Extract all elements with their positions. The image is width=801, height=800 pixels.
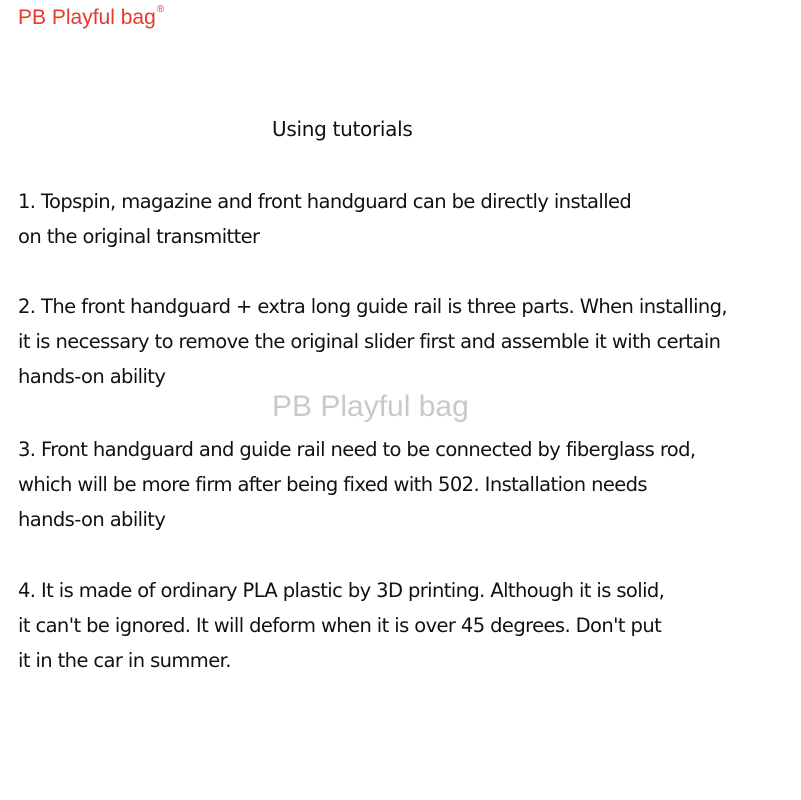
registered-mark: ® bbox=[156, 4, 165, 15]
paragraph-line: hands-on ability bbox=[18, 508, 166, 531]
instruction-paragraph-2 bbox=[18, 289, 798, 394]
paragraph-line: hands-on ability bbox=[18, 365, 166, 388]
paragraph-line: 1. Topspin, magazine and front handguard can be directly installed bbox=[18, 190, 632, 213]
paragraph-line: it can't be ignored. It will deform when it is over 45 degrees. Don't put bbox=[18, 614, 662, 637]
paragraph-line: it is necessary to remove the original slider first and assemble it with certain bbox=[18, 330, 721, 353]
paragraph-line: 3. Front handguard and guide rail need to be connected by fiberglass rod, bbox=[18, 438, 696, 461]
instruction-paragraph-4 bbox=[18, 573, 798, 678]
paragraph-line: it in the car in summer. bbox=[18, 649, 231, 672]
brand-logo-text: PB Playful bag bbox=[18, 6, 156, 29]
paragraph-line: on the original transmitter bbox=[18, 225, 260, 248]
instruction-paragraph-3 bbox=[18, 432, 798, 537]
paragraph-line: 2. The front handguard + extra long guide rail is three parts. When installing, bbox=[18, 295, 728, 318]
paragraph-line: which will be more firm after being fixed with 502. Installation needs bbox=[18, 473, 647, 496]
page-title: Using tutorials bbox=[272, 117, 413, 141]
watermark: PB Playful bag bbox=[272, 390, 469, 423]
instruction-paragraph-1 bbox=[18, 184, 798, 254]
paragraph-line: 4. It is made of ordinary PLA plastic by 3D printing. Although it is solid, bbox=[18, 579, 665, 602]
brand-logo bbox=[18, 6, 164, 30]
